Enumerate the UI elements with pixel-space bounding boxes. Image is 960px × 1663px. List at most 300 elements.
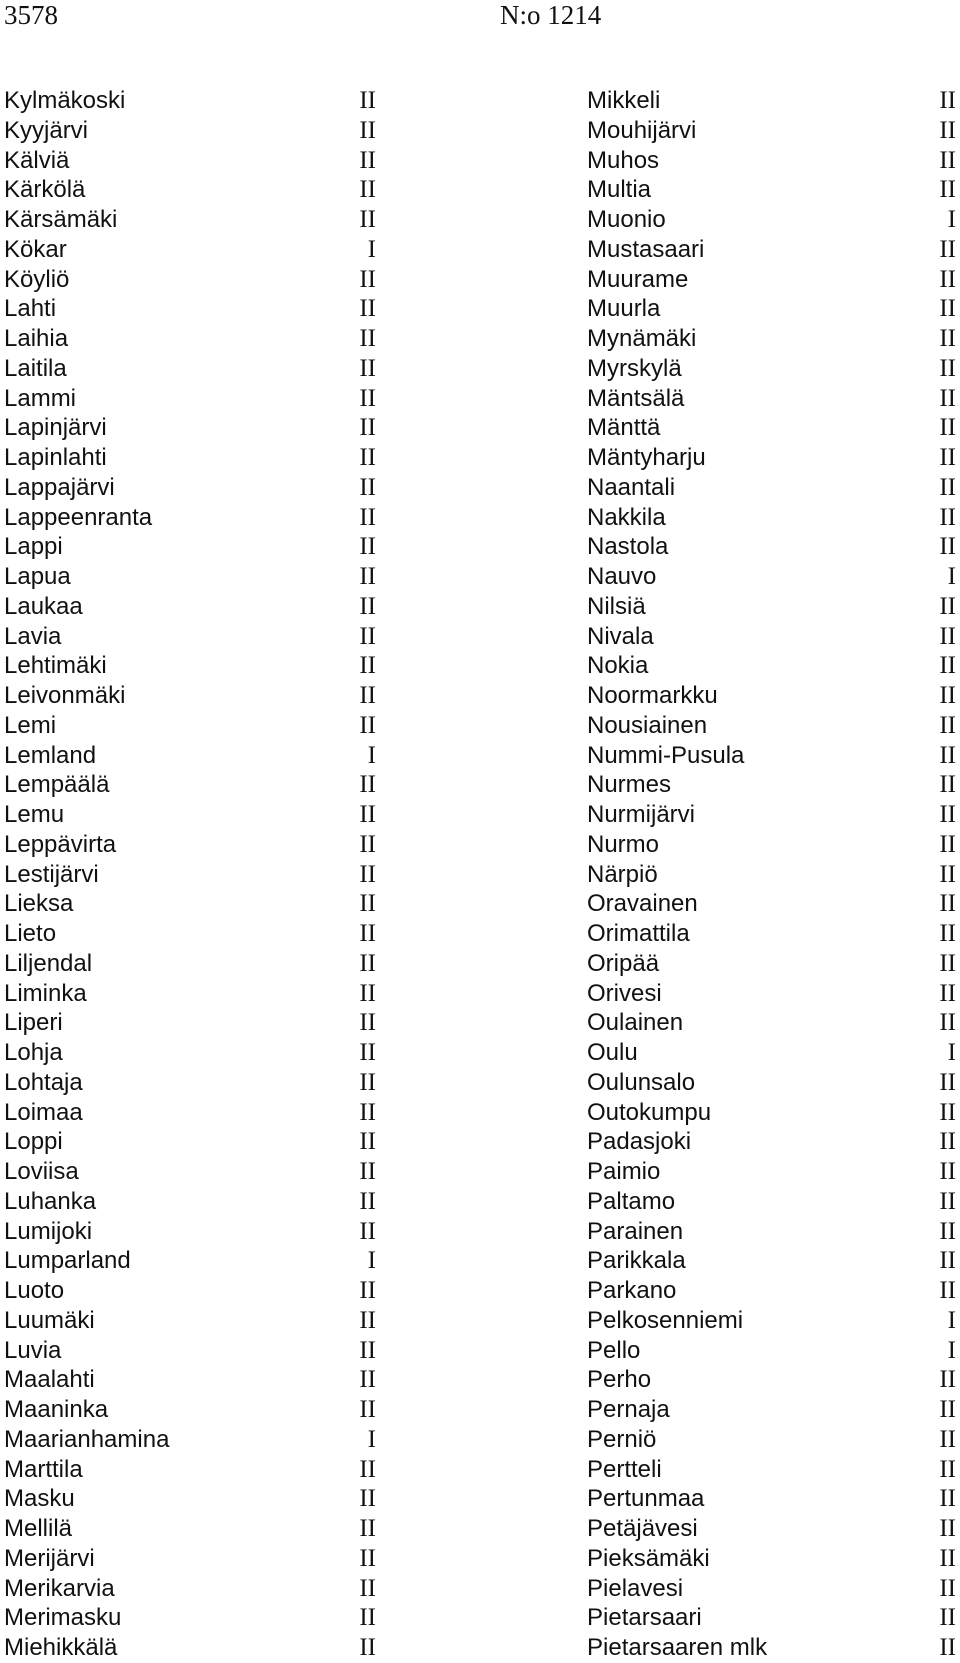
municipality-row	[587, 770, 956, 800]
municipality-row	[587, 146, 956, 176]
right-column-list	[587, 86, 956, 1663]
municipality-class: II	[359, 503, 376, 531]
municipality-name: Lapinlahti	[4, 444, 107, 471]
municipality-class: II	[359, 206, 376, 233]
municipality-row	[587, 86, 956, 116]
municipality-name: Mellilä	[4, 1515, 73, 1542]
municipality-row	[4, 413, 376, 443]
municipality-name: Kylmäkoski	[4, 87, 126, 114]
municipality-class: II	[939, 1009, 956, 1037]
municipality-name: Luvia	[4, 1336, 62, 1364]
municipality-name: Lempäälä	[4, 771, 110, 799]
municipality-row	[587, 1276, 956, 1306]
municipality-name: Laihia	[4, 325, 69, 352]
municipality-class: II	[939, 979, 956, 1007]
municipality-row	[587, 294, 956, 324]
municipality-class: II	[939, 473, 956, 501]
municipality-class: II	[359, 295, 376, 323]
municipality-row	[4, 324, 376, 354]
municipality-class: II	[359, 1396, 376, 1423]
municipality-row	[587, 889, 956, 919]
municipality-row	[587, 1068, 956, 1098]
municipality-class: II	[939, 1604, 956, 1632]
municipality-row	[587, 949, 956, 979]
municipality-name: Nurmijärvi	[587, 801, 695, 828]
municipality-class: II	[939, 801, 956, 828]
municipality-row	[4, 175, 376, 205]
municipality-row	[587, 1484, 956, 1514]
municipality-class: II	[359, 1634, 376, 1661]
municipality-class: II	[359, 920, 376, 947]
municipality-name: Nivala	[587, 622, 654, 650]
municipality-name: Maalahti	[4, 1366, 95, 1394]
municipality-name: Miehikkälä	[4, 1634, 118, 1661]
municipality-row	[4, 592, 376, 622]
municipality-name: Loimaa	[4, 1098, 83, 1126]
municipality-row	[587, 1246, 956, 1276]
municipality-row	[4, 443, 376, 473]
municipality-row	[4, 979, 376, 1009]
municipality-row	[587, 473, 956, 503]
municipality-class: I	[367, 235, 376, 263]
municipality-row	[4, 562, 376, 592]
municipality-name: Lahti	[4, 295, 57, 323]
municipality-name: Padasjoki	[587, 1128, 692, 1156]
municipality-row	[587, 711, 956, 741]
municipality-class: II	[939, 622, 956, 650]
municipality-row	[587, 622, 956, 652]
municipality-name: Laukaa	[4, 592, 83, 620]
municipality-row	[4, 1574, 376, 1604]
municipality-class: II	[359, 1574, 376, 1602]
municipality-name: Lemu	[4, 801, 65, 828]
municipality-class: II	[939, 741, 956, 769]
municipality-class: I	[367, 1247, 376, 1275]
municipality-row	[4, 770, 376, 800]
municipality-class: II	[359, 592, 376, 620]
municipality-class: II	[359, 1039, 376, 1066]
municipality-row	[587, 562, 956, 592]
municipality-class: II	[359, 116, 376, 144]
municipality-name: Liminka	[4, 979, 87, 1007]
municipality-class: II	[359, 563, 376, 590]
municipality-class: II	[939, 325, 956, 352]
municipality-row	[587, 532, 956, 562]
municipality-row	[587, 205, 956, 235]
municipality-row	[4, 681, 376, 711]
municipality-class: II	[359, 87, 376, 114]
municipality-class: II	[359, 801, 376, 828]
municipality-class: II	[939, 1366, 956, 1394]
municipality-name: Mäntsälä	[587, 384, 685, 412]
municipality-class: II	[359, 444, 376, 471]
municipality-row	[4, 1217, 376, 1247]
municipality-class: II	[359, 1604, 376, 1632]
municipality-row	[4, 1187, 376, 1217]
municipality-row	[587, 860, 956, 890]
municipality-name: Parkano	[587, 1277, 677, 1304]
municipality-class: II	[939, 1098, 956, 1126]
municipality-row	[4, 86, 376, 116]
municipality-row	[587, 1455, 956, 1485]
municipality-class: II	[939, 116, 956, 144]
municipality-row	[4, 1455, 376, 1485]
municipality-row	[587, 800, 956, 830]
municipality-name: Oulainen	[587, 1009, 684, 1037]
municipality-row	[4, 1633, 376, 1663]
municipality-name: Närpiö	[587, 860, 658, 888]
municipality-row	[587, 324, 956, 354]
municipality-class: II	[359, 1009, 376, 1037]
municipality-name: Kärkölä	[4, 176, 86, 204]
municipality-row	[587, 443, 956, 473]
municipality-name: Pernaja	[587, 1396, 670, 1423]
municipality-class: II	[939, 1068, 956, 1096]
municipality-name: Nakkila	[587, 503, 666, 531]
municipality-name: Naantali	[587, 473, 676, 501]
municipality-class: II	[939, 414, 956, 442]
municipality-name: Mikkeli	[587, 87, 661, 114]
municipality-row	[4, 949, 376, 979]
municipality-class: II	[359, 1158, 376, 1185]
municipality-name: Laitila	[4, 354, 67, 382]
municipality-name: Lammi	[4, 384, 77, 412]
municipality-row	[4, 532, 376, 562]
page-header	[0, 0, 960, 40]
municipality-name: Mänttä	[587, 414, 661, 442]
municipality-row	[587, 741, 956, 771]
municipality-row	[4, 235, 376, 265]
municipality-row	[4, 1603, 376, 1633]
municipality-name: Lappajärvi	[4, 473, 115, 501]
municipality-name: Lemland	[4, 741, 97, 769]
municipality-row	[4, 1306, 376, 1336]
municipality-name: Paltamo	[587, 1187, 676, 1215]
municipality-row	[4, 622, 376, 652]
municipality-row	[4, 1127, 376, 1157]
municipality-name: Mäntyharju	[587, 444, 706, 471]
municipality-row	[587, 1365, 956, 1395]
municipality-row	[4, 889, 376, 919]
municipality-row	[587, 175, 956, 205]
municipality-name: Pertunmaa	[587, 1485, 705, 1513]
municipality-class: II	[359, 1277, 376, 1304]
municipality-row	[4, 800, 376, 830]
municipality-class: II	[939, 1187, 956, 1215]
municipality-name: Petäjävesi	[587, 1515, 698, 1542]
municipality-class: II	[359, 1336, 376, 1364]
municipality-row	[4, 205, 376, 235]
municipality-name: Lehtimäki	[4, 652, 107, 680]
municipality-row	[4, 1514, 376, 1544]
municipality-name: Nurmes	[587, 771, 672, 799]
municipality-name: Nokia	[587, 652, 649, 680]
municipality-class: II	[939, 384, 956, 412]
municipality-row	[4, 1246, 376, 1276]
document-number: N:o 1214	[500, 0, 602, 30]
municipality-name: Muonio	[587, 206, 666, 233]
municipality-class: II	[359, 1217, 376, 1245]
municipality-class: II	[359, 949, 376, 977]
municipality-name: Lieto	[4, 920, 57, 947]
municipality-row	[587, 354, 956, 384]
municipality-row	[587, 1306, 956, 1336]
municipality-class: II	[359, 1128, 376, 1156]
municipality-name: Multia	[587, 176, 652, 204]
municipality-class: II	[359, 325, 376, 352]
municipality-class: II	[359, 711, 376, 739]
municipality-class: II	[939, 444, 956, 471]
municipality-row	[587, 1127, 956, 1157]
municipality-class: II	[939, 1396, 956, 1423]
municipality-class: II	[359, 652, 376, 680]
municipality-class: II	[359, 979, 376, 1007]
municipality-class: II	[939, 295, 956, 323]
municipality-class: II	[939, 503, 956, 531]
municipality-name: Merijärvi	[4, 1544, 95, 1572]
municipality-class: II	[359, 1544, 376, 1572]
municipality-class: II	[359, 830, 376, 858]
municipality-row	[4, 1484, 376, 1514]
municipality-name: Mynämäki	[587, 325, 697, 352]
municipality-row	[4, 1098, 376, 1128]
municipality-class: II	[359, 1455, 376, 1483]
municipality-name: Marttila	[4, 1455, 83, 1483]
municipality-class: II	[359, 384, 376, 412]
municipality-row	[587, 592, 956, 622]
municipality-name: Mustasaari	[587, 235, 705, 263]
municipality-name: Lestijärvi	[4, 860, 99, 888]
municipality-row	[4, 1544, 376, 1574]
municipality-name: Muurla	[587, 295, 661, 323]
municipality-row	[587, 235, 956, 265]
municipality-class: II	[939, 1544, 956, 1572]
municipality-class: II	[939, 592, 956, 620]
municipality-name: Lapinjärvi	[4, 414, 107, 442]
municipality-class: II	[939, 1277, 956, 1304]
municipality-name: Parainen	[587, 1217, 684, 1245]
municipality-class: II	[359, 1485, 376, 1513]
municipality-row	[4, 1068, 376, 1098]
municipality-name: Lieksa	[4, 890, 74, 918]
municipality-row	[587, 1514, 956, 1544]
municipality-row	[587, 1544, 956, 1574]
municipality-class: II	[939, 1634, 956, 1661]
municipality-row	[4, 1276, 376, 1306]
municipality-name: Oulu	[587, 1039, 638, 1066]
municipality-row	[4, 1425, 376, 1455]
municipality-row	[587, 919, 956, 949]
municipality-row	[587, 1633, 956, 1663]
municipality-name: Maaninka	[4, 1396, 109, 1423]
municipality-row	[587, 1425, 956, 1455]
municipality-name: Pertteli	[587, 1455, 662, 1483]
municipality-name: Pielavesi	[587, 1574, 684, 1602]
municipality-class: II	[359, 1366, 376, 1394]
municipality-class: II	[939, 354, 956, 382]
municipality-class: II	[359, 890, 376, 918]
municipality-row	[587, 1336, 956, 1366]
municipality-name: Nummi-Pusula	[587, 741, 745, 769]
municipality-name: Nilsiä	[587, 592, 646, 620]
municipality-row	[587, 503, 956, 533]
municipality-class: II	[359, 1098, 376, 1126]
municipality-row	[4, 116, 376, 146]
municipality-name: Lumijoki	[4, 1217, 93, 1245]
municipality-class: II	[359, 1187, 376, 1215]
municipality-row	[4, 1365, 376, 1395]
municipality-class: II	[939, 146, 956, 174]
municipality-name: Oulunsalo	[587, 1068, 696, 1096]
municipality-class: II	[359, 1306, 376, 1334]
municipality-class: II	[939, 1455, 956, 1483]
municipality-row	[587, 1008, 956, 1038]
municipality-class: II	[939, 711, 956, 739]
municipality-name: Luumäki	[4, 1306, 95, 1334]
municipality-name: Parikkala	[587, 1247, 686, 1275]
municipality-name: Orivesi	[587, 979, 662, 1007]
municipality-name: Myrskylä	[587, 354, 682, 382]
municipality-name: Lappi	[4, 533, 63, 561]
municipality-name: Nastola	[587, 533, 669, 561]
municipality-row	[587, 1157, 956, 1187]
municipality-row	[4, 294, 376, 324]
municipality-row	[4, 1336, 376, 1366]
municipality-name: Loppi	[4, 1128, 63, 1156]
municipality-name: Lohtaja	[4, 1068, 83, 1096]
municipality-class: II	[359, 771, 376, 799]
municipality-class: II	[359, 354, 376, 382]
municipality-class: II	[939, 1217, 956, 1245]
municipality-name: Oripää	[587, 949, 660, 977]
municipality-row	[587, 1038, 956, 1068]
municipality-class: II	[359, 1515, 376, 1542]
municipality-class: II	[359, 533, 376, 561]
municipality-name: Pieksämäki	[587, 1544, 710, 1572]
municipality-row	[4, 741, 376, 771]
municipality-name: Lohja	[4, 1039, 63, 1066]
municipality-class: II	[939, 860, 956, 888]
municipality-class: II	[359, 473, 376, 501]
municipality-name: Nauvo	[587, 563, 657, 590]
municipality-name: Orimattila	[587, 920, 690, 947]
municipality-name: Lumparland	[4, 1247, 131, 1275]
municipality-class: II	[939, 652, 956, 680]
municipality-class: II	[939, 1425, 956, 1453]
page-number: 3578	[4, 0, 58, 30]
municipality-name: Köyliö	[4, 265, 70, 293]
municipality-class: I	[947, 563, 956, 590]
municipality-class: II	[939, 176, 956, 204]
municipality-name: Noormarkku	[587, 682, 718, 709]
municipality-row	[587, 651, 956, 681]
municipality-class: II	[359, 414, 376, 442]
municipality-row	[587, 1098, 956, 1128]
municipality-name: Outokumpu	[587, 1098, 712, 1126]
municipality-name: Lavia	[4, 622, 62, 650]
municipality-row	[587, 1217, 956, 1247]
municipality-name: Kyyjärvi	[4, 116, 89, 144]
municipality-class: II	[939, 1485, 956, 1513]
municipality-class: I	[947, 1039, 956, 1066]
municipality-class: II	[939, 235, 956, 263]
municipality-row	[587, 1574, 956, 1604]
municipality-row	[4, 473, 376, 503]
municipality-row	[4, 919, 376, 949]
municipality-name: Kökar	[4, 235, 67, 263]
municipality-class: II	[939, 920, 956, 947]
municipality-row	[4, 1008, 376, 1038]
municipality-class: II	[359, 1068, 376, 1096]
municipality-class: I	[367, 741, 376, 769]
municipality-name: Perniö	[587, 1425, 657, 1453]
municipality-class: II	[939, 1158, 956, 1185]
municipality-row	[587, 413, 956, 443]
municipality-class: II	[359, 146, 376, 174]
municipality-row	[587, 384, 956, 414]
municipality-name: Luhanka	[4, 1187, 97, 1215]
left-column-list	[4, 86, 376, 1663]
municipality-name: Mouhijärvi	[587, 116, 697, 144]
municipality-name: Paimio	[587, 1158, 661, 1185]
municipality-class: II	[359, 682, 376, 709]
municipality-class: II	[939, 533, 956, 561]
municipality-name: Pello	[587, 1336, 641, 1364]
municipality-row	[4, 1157, 376, 1187]
municipality-class: II	[939, 265, 956, 293]
municipality-class: I	[367, 1425, 376, 1453]
municipality-row	[4, 1395, 376, 1425]
municipality-name: Pietarsaari	[587, 1604, 702, 1632]
municipality-class: II	[939, 87, 956, 114]
municipality-row	[4, 711, 376, 741]
municipality-row	[587, 1395, 956, 1425]
municipality-name: Lapua	[4, 563, 71, 590]
municipality-row	[587, 830, 956, 860]
municipality-class: II	[939, 771, 956, 799]
municipality-name: Liperi	[4, 1009, 63, 1037]
municipality-class: II	[939, 1574, 956, 1602]
municipality-row	[4, 146, 376, 176]
municipality-class: I	[947, 206, 956, 233]
municipality-name: Muhos	[587, 146, 660, 174]
municipality-class: II	[359, 622, 376, 650]
municipality-name: Luoto	[4, 1277, 65, 1304]
municipality-name: Merikarvia	[4, 1574, 115, 1602]
municipality-name: Masku	[4, 1485, 75, 1513]
municipality-name: Muurame	[587, 265, 689, 293]
municipality-row	[587, 1187, 956, 1217]
municipality-row	[587, 681, 956, 711]
municipality-name: Pelkosenniemi	[587, 1306, 744, 1334]
municipality-row	[4, 1038, 376, 1068]
municipality-class: II	[939, 1515, 956, 1542]
municipality-row	[4, 830, 376, 860]
municipality-name: Loviisa	[4, 1158, 79, 1185]
municipality-name: Oravainen	[587, 890, 698, 918]
municipality-name: Nurmo	[587, 830, 660, 858]
municipality-row	[4, 651, 376, 681]
municipality-class: II	[359, 265, 376, 293]
municipality-class: II	[939, 830, 956, 858]
municipality-name: Maarianhamina	[4, 1425, 170, 1453]
municipality-row	[4, 503, 376, 533]
municipality-class: II	[939, 1128, 956, 1156]
municipality-row	[4, 860, 376, 890]
municipality-row	[587, 265, 956, 295]
municipality-class: II	[939, 1247, 956, 1275]
municipality-name: Liljendal	[4, 949, 93, 977]
